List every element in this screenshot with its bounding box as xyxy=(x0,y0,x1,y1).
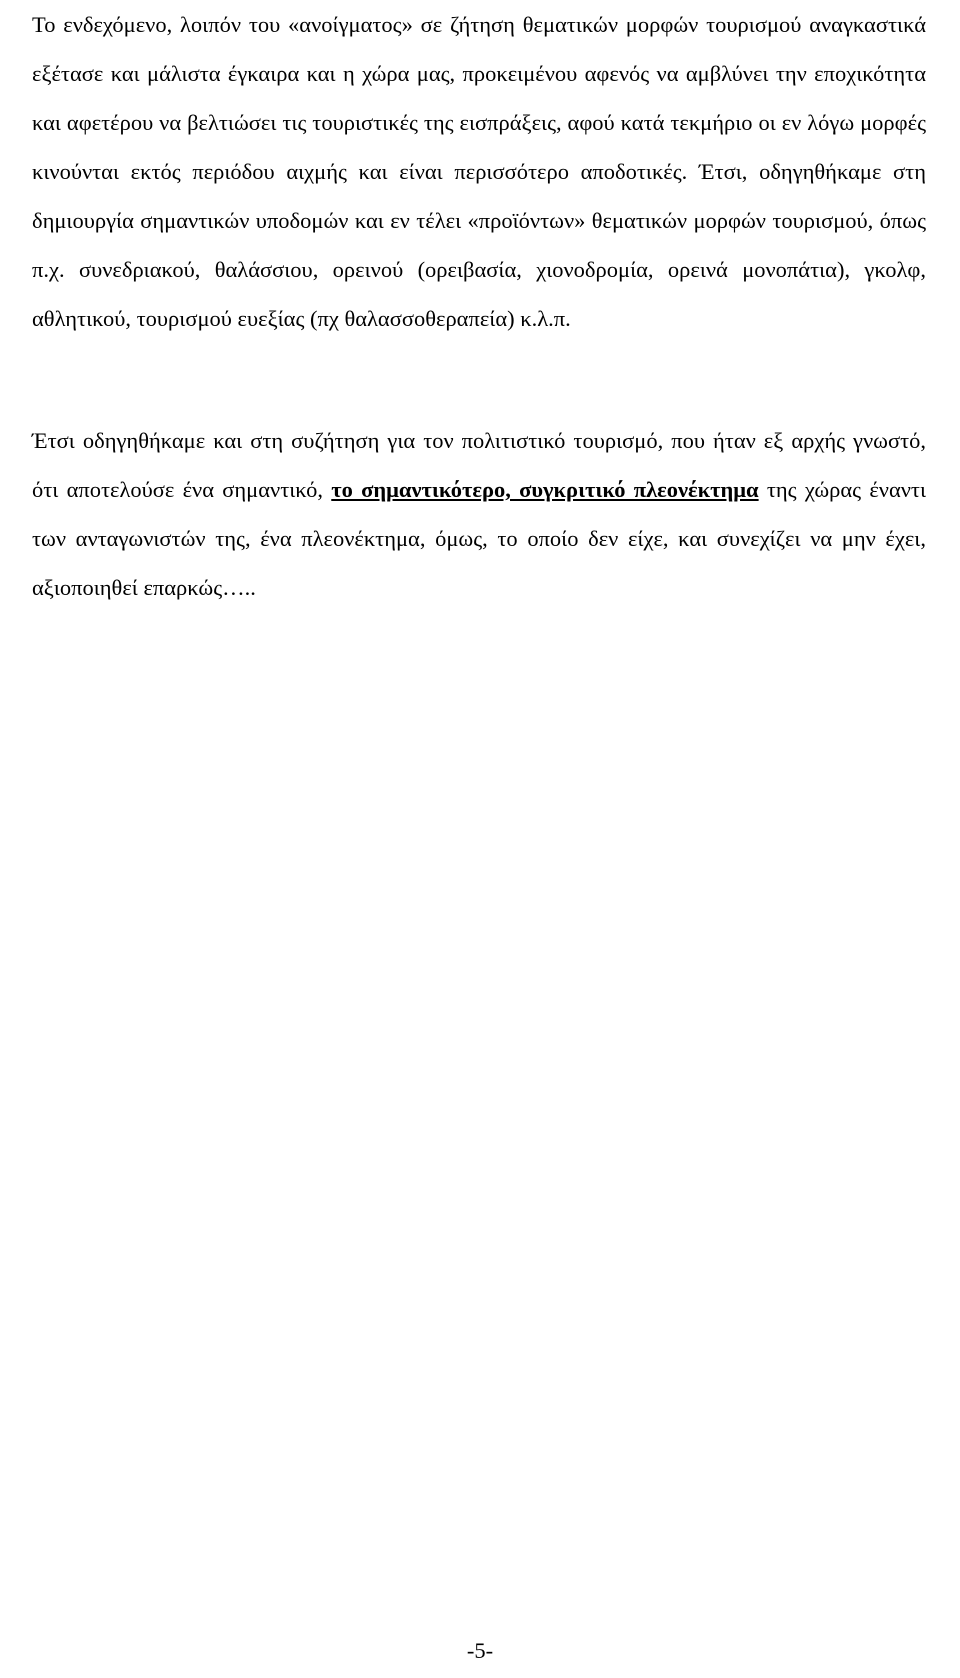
paragraph-text-end: της χώρας έναντι των ανταγωνιστών της, ένα πλεονέκτημα, όμως, το οποίο δεν είχε, και συνεχίζει να μην έχει, αξιοποιηθεί επαρκώς….. xyxy=(32,477,926,600)
paragraph-thematic-tourism: Το ενδεχόμενο, λοιπόν του «ανοίγματος» σε ζήτηση θεματικών μορφών τουρισμού αναγκαστικά εξέτασε και μάλιστα έγκαιρα και η χώρα μας, προκειμένου αφενός να αμβλύνει την εποχικότητα και αφετέρου να βελτιώσει τις τουριστικές της εισπράξεις, αφού κατά τεκμήριο οι εν λόγω μορφές κινούνται εκτός περιόδου αιχμής και είναι περισσότερο αποδοτικές. Έτσι, οδηγηθήκαμε στη δημιουργία σημαντικών υποδομών και εν τέλει «προϊόντων» θεματικών μορφών τουρισμού, όπως π.χ. συνεδριακού, θαλάσσιου, ορεινού (ορειβασία, χιονοδρομία, ορεινά μονοπάτια), γκολφ, αθλητικού, τουρισμού ευεξίας (πχ θαλασσοθεραπεία) κ.λ.π. xyxy=(32,12,926,331)
paragraph-text-start: Έτσι οδηγηθήκαμε και στη συζήτηση για τον πολιτιστικό τουρισμό, που ήταν εξ αρχής γνωστό, ότι αποτελούσε ένα σημαντικό, xyxy=(32,428,926,502)
page-number: -5- xyxy=(466,1638,494,1663)
paragraph-cultural-tourism xyxy=(32,416,926,612)
emphasized-text: το σημαντικότερο, συγκριτικό πλεονέκτημα xyxy=(331,477,759,502)
